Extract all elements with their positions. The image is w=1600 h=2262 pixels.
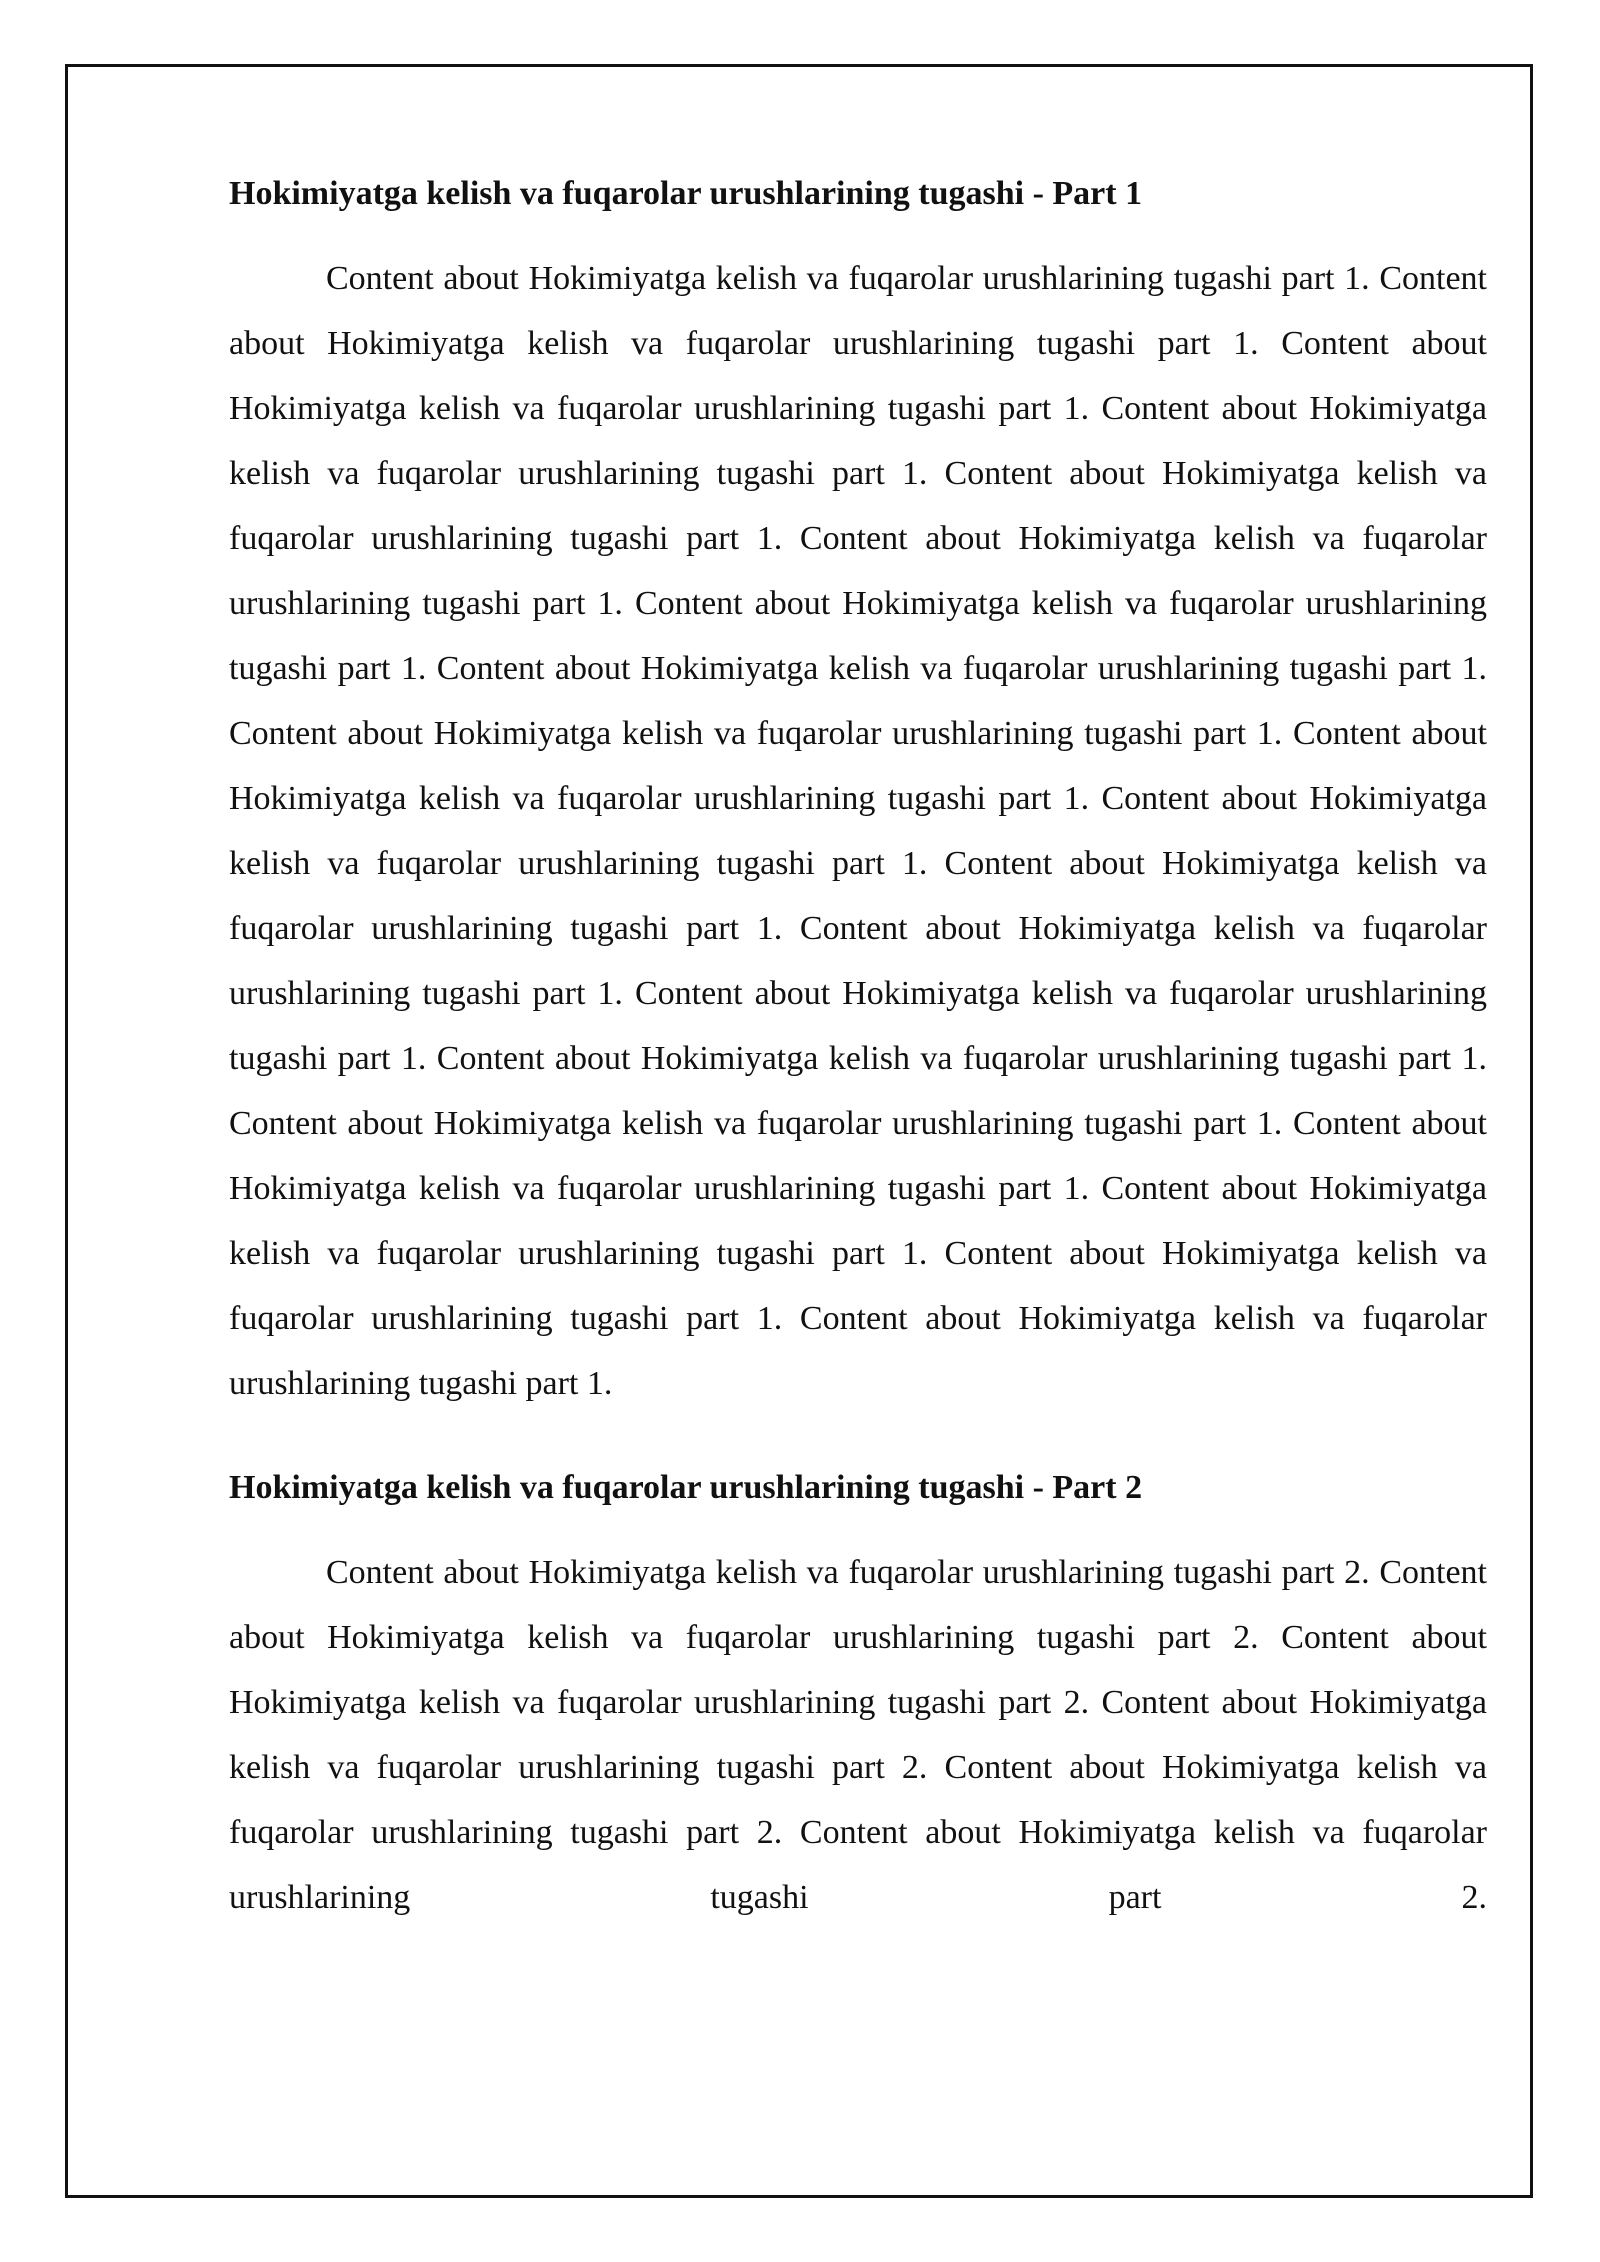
section-part-2 xyxy=(229,1464,1487,1930)
section-paragraph: Content about Hokimiyatga kelish va fuqarolar urushlarining tugashi part 2. Content about Hokimiyatga kelish va fuqarolar urushlarining tugashi part 2. Content about Hokimiyatga kelish va fuqarolar urushlarining tugashi part 2. Content about Hokimiyatga kelish va fuqarolar urushlarining tugashi part 2. Content about Hokimiyatga kelish va fuqarolar urushlarining tugashi part 2. Content about Hokimiyatga kelish va fuqarolar urushlarining tugashi part 2. xyxy=(229,1554,1487,1916)
section-heading: Hokimiyatga kelish va fuqarolar urushlarining tugashi - Part 2 xyxy=(229,1469,1143,1506)
section-heading: Hokimiyatga kelish va fuqarolar urushlarining tugashi - Part 1 xyxy=(229,175,1143,212)
section-part-1 xyxy=(229,170,1487,1416)
section-paragraph: Content about Hokimiyatga kelish va fuqarolar urushlarining tugashi part 1. Content about Hokimiyatga kelish va fuqarolar urushlarining tugashi part 1. Content about Hokimiyatga kelish va fuqarolar urushlarining tugashi part 1. Content about Hokimiyatga kelish va fuqarolar urushlarining tugashi part 1. Content about Hokimiyatga kelish va fuqarolar urushlarining tugashi part 1. Content about Hokimiyatga kelish va fuqarolar urushlarining tugashi part 1. Content about Hokimiyatga kelish va fuqarolar urushlarining tugashi part 1. Content about Hokimiyatga kelish va fuqarolar urushlarining tugashi part 1. Content about Hokimiyatga kelish va fuqarolar urushlarining tugashi part 1. Content about Hokimiyatga kelish va fuqarolar urushlarining tugashi part 1. Content about Hokimiyatga kelish va fuqarolar urushlarining tugashi part 1. Content about Hokimiyatga kelish va fuqarolar urushlarining tugashi part 1. Content about Hokimiyatga kelish va fuqarolar urushlarining tugashi part 1. Content about Hokimiyatga kelish va fuqarolar urushlarining tugashi part 1. Content about Hokimiyatga kelish va fuqarolar urushlarining tugashi part 1. Content about Hokimiyatga kelish va fuqarolar urushlarining tugashi part 1. Content about Hokimiyatga kelish va fuqarolar urushlarining tugashi part 1. Content about Hokimiyatga kelish va fuqarolar urushlarining tugashi part 1. Content about Hokimiyatga kelish va fuqarolar urushlarining tugashi part 1. Content about Hokimiyatga kelish va fuqarolar urushlarining tugashi part 1. xyxy=(229,260,1487,1402)
document-body xyxy=(229,170,1487,1930)
